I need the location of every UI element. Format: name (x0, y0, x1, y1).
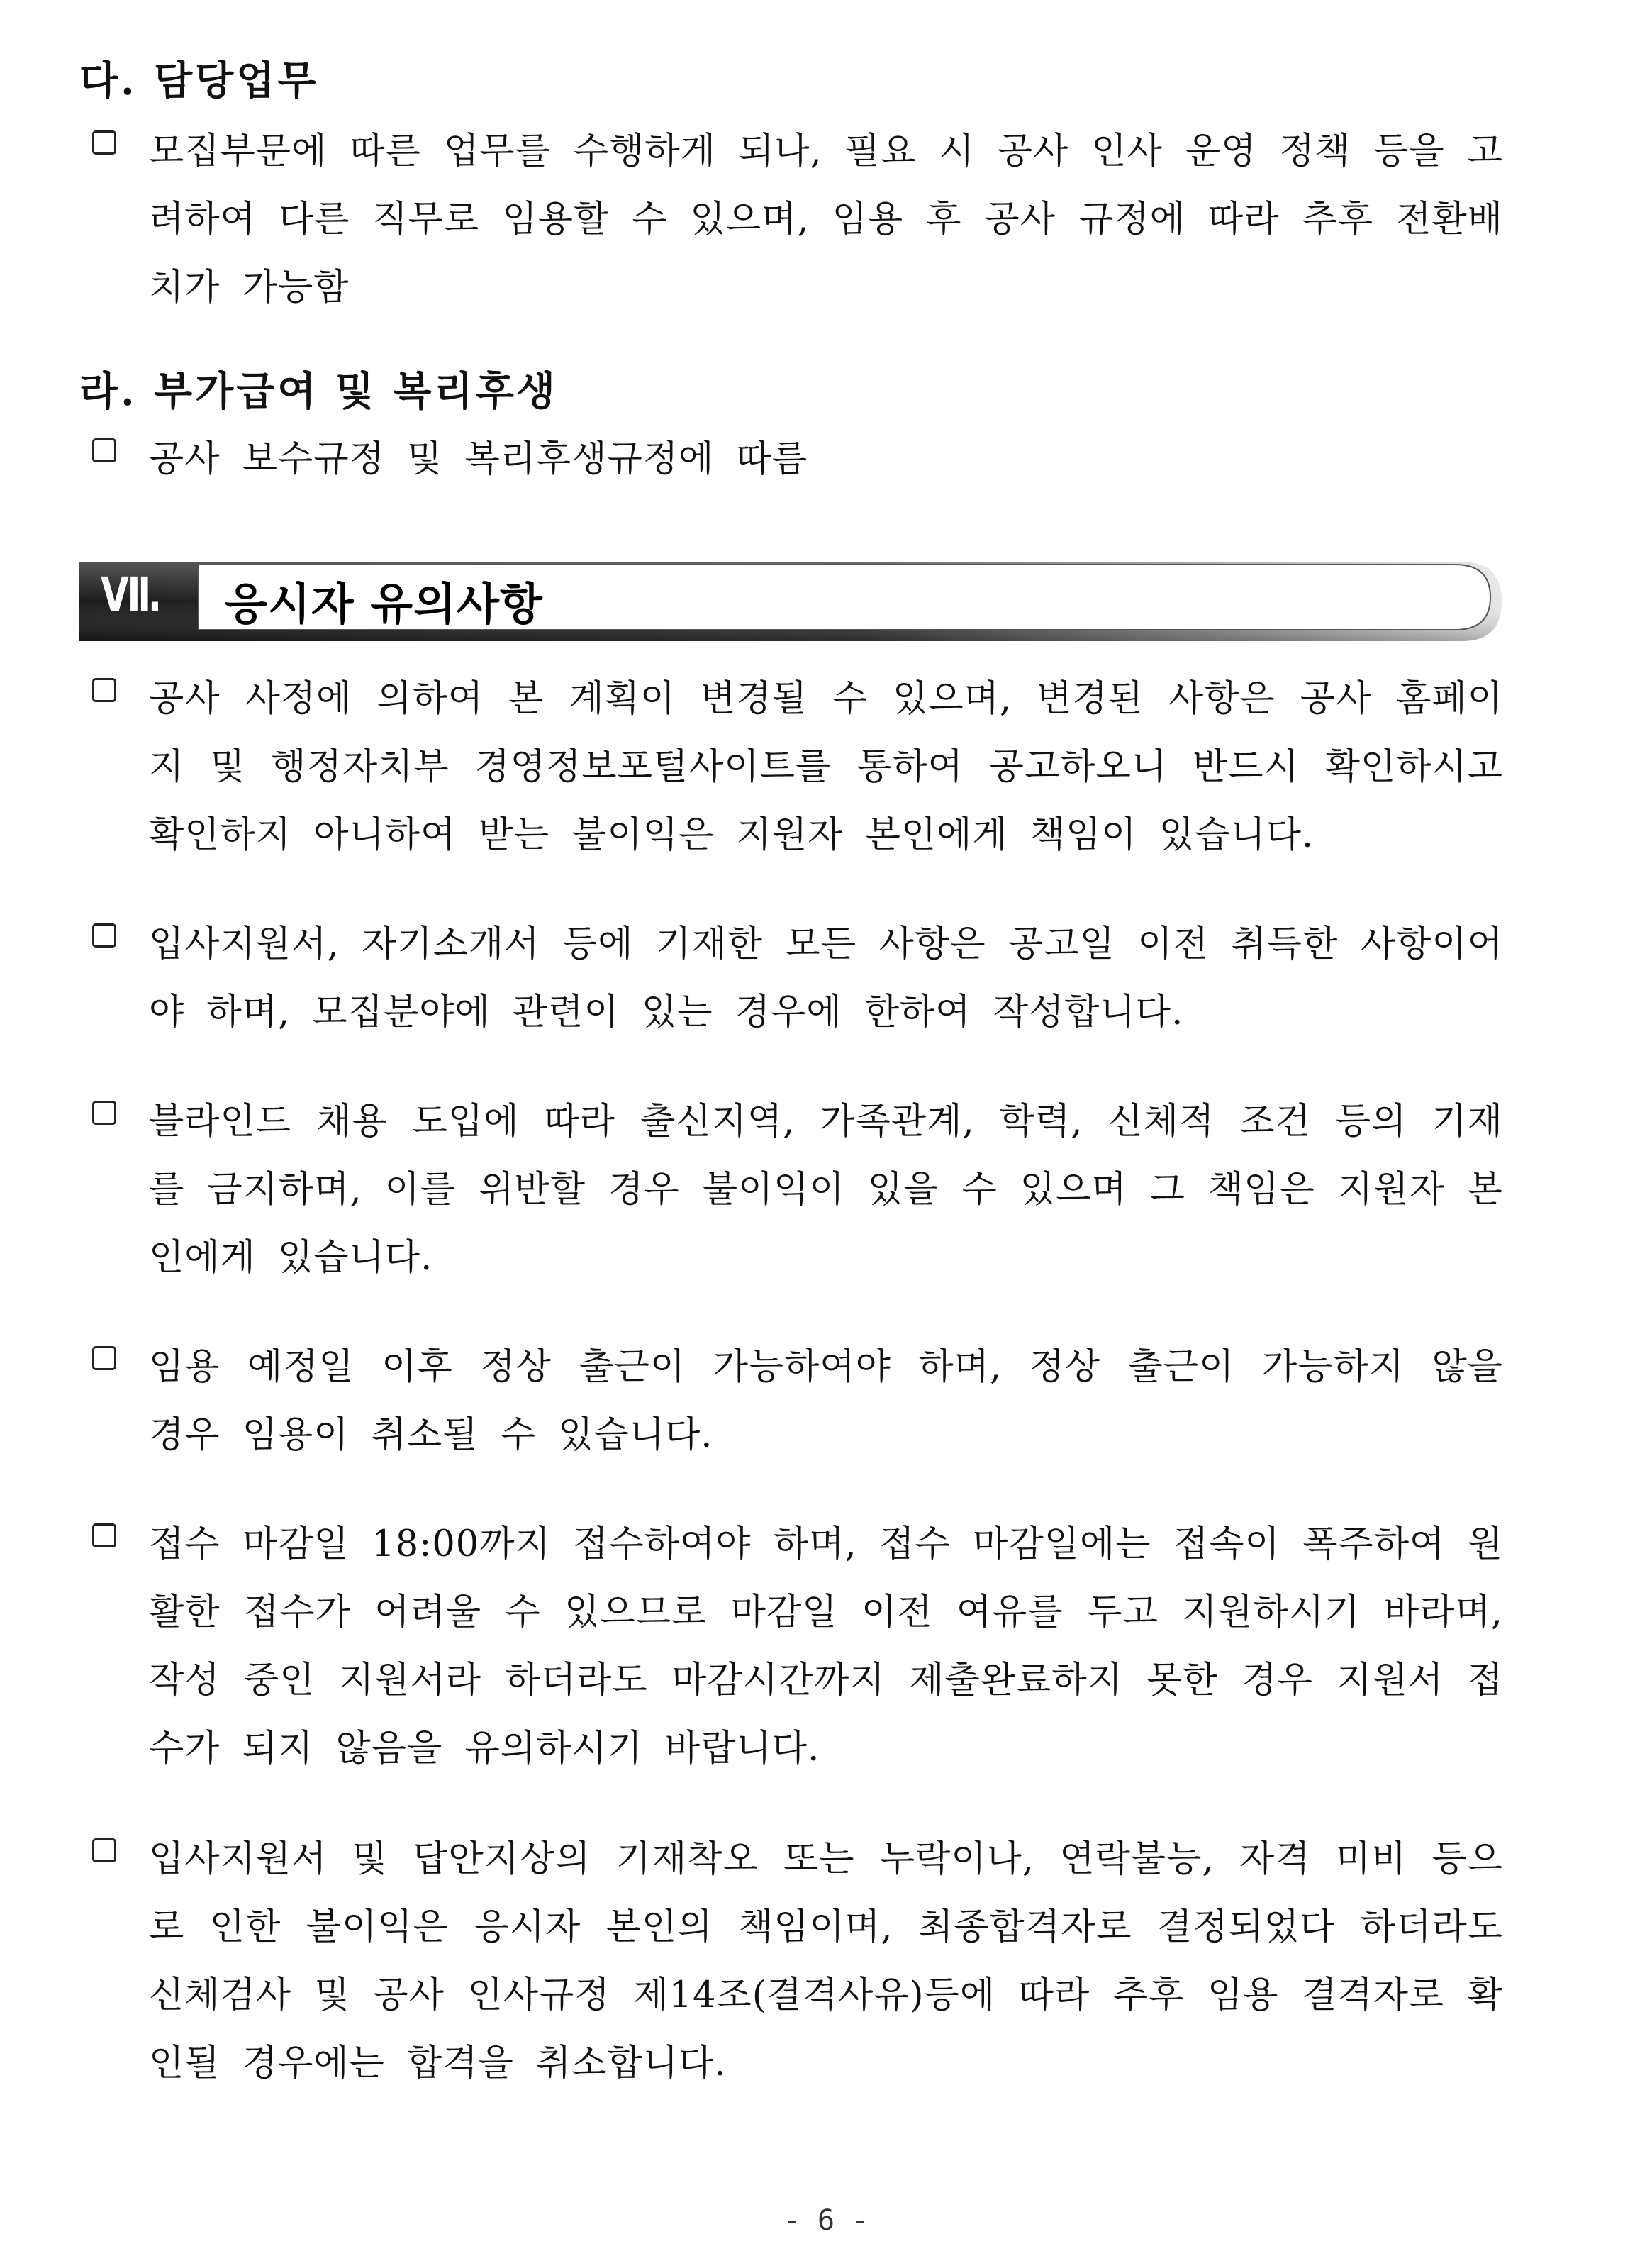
list-item (92, 426, 1503, 494)
checkbox-bullet-icon (92, 1101, 116, 1125)
notice-text: 임용 예정일 이후 정상 출근이 가능하여야 하며, 정상 출근이 가능하지 않을 경우 임용이 취소될 수 있습니다. (149, 1346, 1503, 1456)
list-item-text: 공사 보수규정 및 복리후생규정에 따름 (149, 438, 808, 480)
notice-text: 블라인드 채용 도입에 따라 출신지역, 가족관계, 학력, 신체적 조건 등의 기재를 금지하며, 이를 위반할 경우 불이익이 있을 수 있으며 그 책임은 지원자 본인에게 있습니다. (149, 1101, 1503, 1279)
list-item (92, 118, 1503, 322)
section-number: Ⅶ. (101, 567, 159, 622)
notice-text: 입사지원서, 자기소개서 등에 기재한 모든 사항은 공고일 이전 취득한 사항이어야 하며, 모집분야에 관련이 있는 경우에 한하여 작성합니다. (149, 923, 1503, 1033)
notice-item (92, 1333, 1503, 1469)
checkbox-bullet-icon (92, 923, 116, 948)
notice-item (92, 1511, 1503, 1783)
list-item-text: 모집부문에 따른 업무를 수행하게 되나, 필요 시 공사 인사 운영 정책 등을 고려하여 다른 직무로 임용할 수 있으며, 임용 후 공사 규정에 따라 추후 전환배치가 가능함 (149, 130, 1503, 309)
notice-item (92, 1826, 1503, 2098)
notice-text: 공사 사정에 의하여 본 계획이 변경될 수 있으며, 변경된 사항은 공사 홈페이지 및 행정자치부 경영정보포털사이트를 통하여 공고하오니 반드시 확인하시고 확인하지 아니하여 받는 불이익은 지원자 본인에게 책임이 있습니다. (149, 678, 1503, 856)
checkbox-bullet-icon (92, 130, 116, 155)
notice-text: 접수 마감일 18:00까지 접수하여야 하며, 접수 마감일에는 접속이 폭주하여 원활한 접수가 어려울 수 있으므로 마감일 이전 여유를 두고 지원하시기 바라며, 작성 중인 지원서라 하더라도 마감시간까지 제출완료하지 못한 경우 지원서 접수가 되지 않음을 유의하시기 바랍니다. (149, 1523, 1503, 1769)
checkbox-bullet-icon (92, 1838, 116, 1862)
checkbox-bullet-icon (92, 678, 116, 702)
section-heading-duties: 다. 담당업무 (79, 57, 319, 104)
checkbox-bullet-icon (92, 1346, 116, 1370)
section-title: 응시자 유의사항 (225, 578, 543, 630)
section-heading-benefits: 라. 부가급여 및 복리후생 (79, 368, 558, 415)
section-banner (79, 560, 1503, 644)
notice-text: 입사지원서 및 답안지상의 기재착오 또는 누락이나, 연락불능, 자격 미비 등으로 인한 불이익은 응시자 본인의 책임이며, 최종합격자로 결정되었다 하더라도 신체검사 및 공사 인사규정 제14조(결격사유)등에 따라 추후 임용 결격자로 확인될 경우에는 합격을 취소합니다. (149, 1838, 1503, 2084)
page-number: - 6 - (783, 2204, 869, 2237)
notice-item (92, 1088, 1503, 1292)
checkbox-bullet-icon (92, 1523, 116, 1547)
notice-item (92, 911, 1503, 1047)
checkbox-bullet-icon (92, 438, 116, 462)
notice-item (92, 665, 1503, 869)
